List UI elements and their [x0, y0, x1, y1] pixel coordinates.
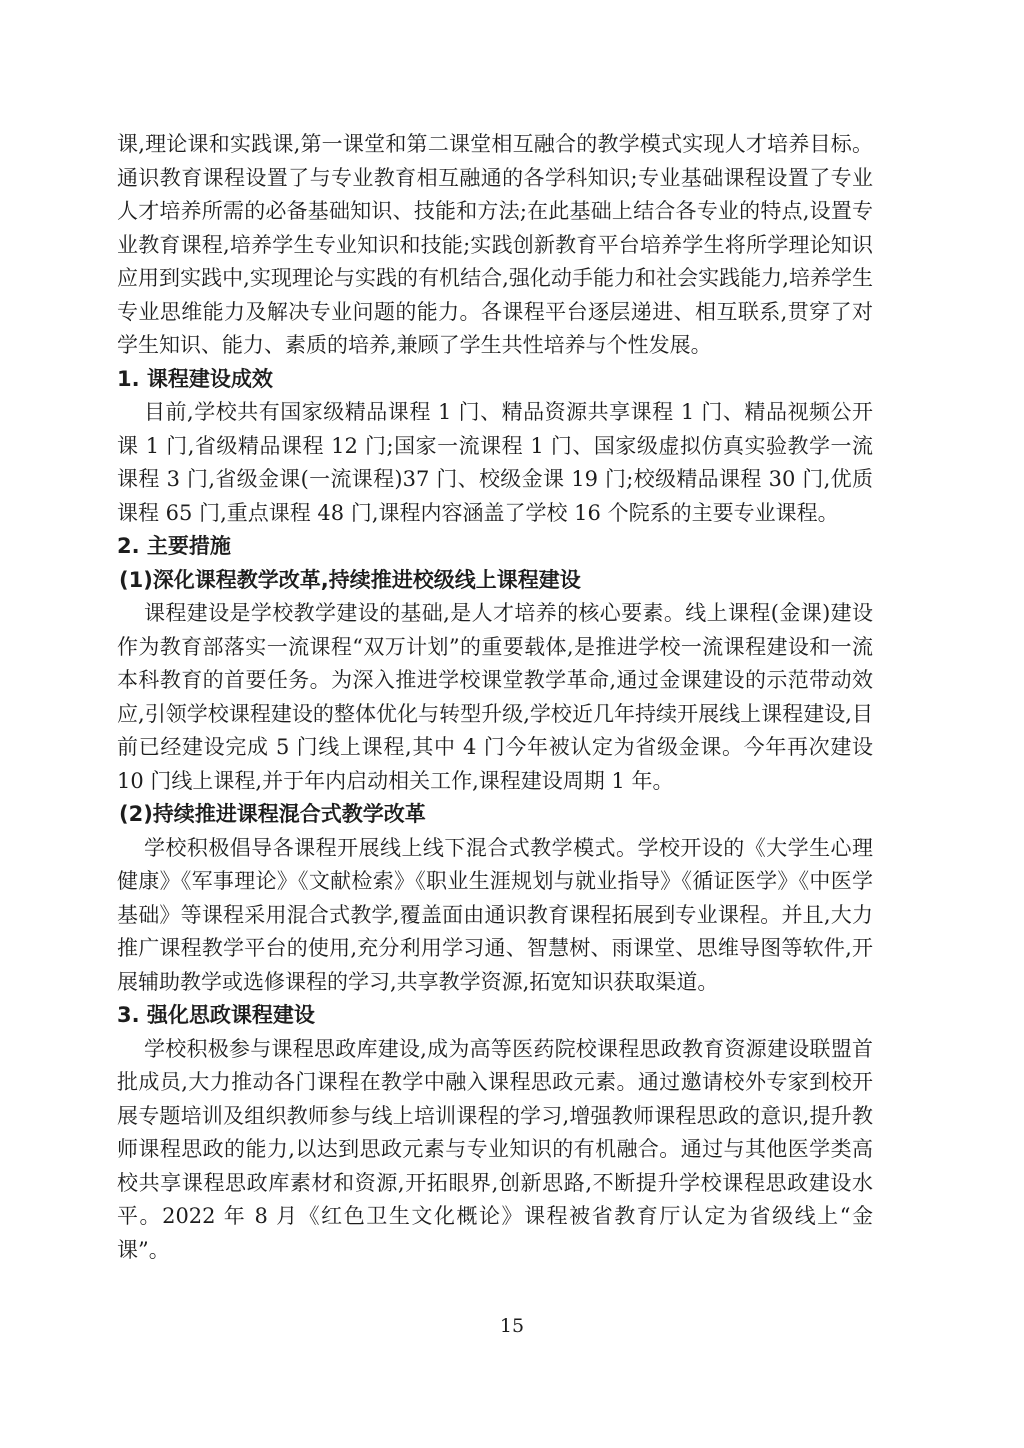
paragraph: 学校积极参与课程思政库建设,成为高等医药院校课程思政教育资源建设联盟首批成员,大力推动各门课程在教学中融入课程思政元素。通过邀请校外专家到校开展专题培训及组织教师参与线上培训课程的学习,增强教师课程思政的意识,提升教师课程思政的能力,以达到思政元素与专业知识的有机融合。通过与其他医学类高校共享课程思政库素材和资源,开拓眼界,创新思路,不断提升学校课程思政建设水平。2022 年 8 月《红色卫生文化概论》课程被省教育厅认定为省级线上“金课”。	[117, 1036, 873, 1262]
section-heading-2: 2. 主要措施	[117, 534, 231, 558]
paragraph: 学校积极倡导各课程开展线上线下混合式教学模式。学校开设的《大学生心理健康》《军事理论》《文献检索》《职业生涯规划与就业指导》《循证医学》《中医学基础》等课程采用混合式教学,覆盖面由通识教育课程拓展到专业课程。并且,大力推广课程教学平台的使用,充分利用学习通、智慧树、雨课堂、思维导图等软件,开展辅助教学或选修课程的学习,共享教学资源,拓宽知识获取渠道。	[117, 835, 873, 994]
paragraph: 目前,学校共有国家级精品课程 1 门、精品资源共享课程 1 门、精品视频公开课 1 门,省级精品课程 12 门;国家一流课程 1 门、国家级虚拟仿真实验教学一流课程 3 门,省级金课(一流课程)37 门、校级金课 19 门;校级精品课程 30 门,优质课程 65 门,重点课程 48 门,课程内容涵盖了学校 16 个院系的主要专业课程。	[117, 400, 873, 525]
section-heading-3: 3. 强化思政课程建设	[117, 1003, 315, 1027]
section-heading-1: 1. 课程建设成效	[117, 366, 273, 391]
paragraph: 课程建设是学校教学建设的基础,是人才培养的核心要素。线上课程(金课)建设作为教育部落实一流课程“双万计划”的重要载体,是推进学校一流课程建设和一流本科教育的首要任务。为深入推进学校课堂教学革命,通过金课建设的示范带动效应,引领学校课程建设的整体优化与转型升级,学校近几年持续开展线上课程建设,目前已经建设完成 5 门线上课程,其中 4 门今年被认定为省级金课。今年再次建设 10 门线上课程,并于年内启动相关工作,课程建设周期 1 年。	[117, 601, 873, 793]
paragraph-continued: 课,理论课和实践课,第一课堂和第二课堂相互融合的教学模式实现人才培养目标。通识教育课程设置了与专业教育相互融通的各学科知识;专业基础课程设置了专业人才培养所需的必备基础知识、技能和方法;在此基础上结合各专业的特点,设置专业教育课程,培养学生专业知识和技能;实践创新教育平台培养学生将所学理论知识应用到实践中,实现理论与实践的有机结合,强化动手能力和社会实践能力,培养学生专业思维能力及解决专业问题的能力。各课程平台逐层递进、相互联系,贯穿了对学生知识、能力、素质的培养,兼顾了学生共性培养与个性发展。	[117, 132, 873, 357]
page-number: 15	[499, 1315, 525, 1337]
document-body	[117, 128, 873, 1267]
subsection-heading-2: (2)持续推进课程混合式教学改革	[119, 802, 426, 826]
subsection-heading-1: (1)深化课程教学改革,持续推进校级线上课程建设	[119, 567, 581, 592]
